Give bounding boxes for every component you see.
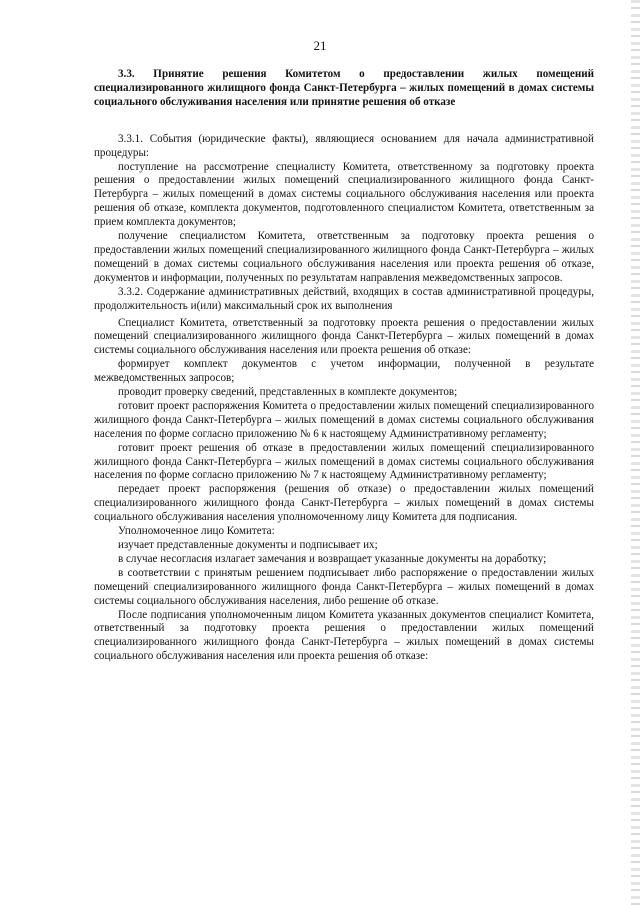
paragraph-checks-info: проводит проверку сведений, представленных в комплекте документов; xyxy=(118,386,458,399)
page-number: 21 xyxy=(313,38,327,53)
paragraph-authorized-person: Уполномоченное лицо Комитета: xyxy=(118,525,275,538)
paragraph-prepares-order: готовит проект распоряжения Комитета о предоставлении жилых помещений специализированного жилищного фонда Санкт-Петербурга – жилых помещений в домах системы социального обслуживания населения по форме согласно приложению № 6 к настоящему Административному регламенту; xyxy=(94,399,594,440)
document-body xyxy=(94,68,594,664)
paragraph-disagreement: в случае несогласия излагает замечания и возвращает указанные документы на доработку; xyxy=(118,552,547,565)
paragraph-3-3-1: 3.3.1. События (юридические факты), являющиеся основанием для начала административной процедуры: xyxy=(94,132,594,159)
paragraph-forms-set: формирует комплект документов с учетом информации, полученной в результате межведомственных запросов; xyxy=(94,358,594,385)
paragraph-signs-decision: в соответствии с принятым решением подписывает либо распоряжение о предоставлении жилых помещений специализированного жилищного фонда Санкт-Петербурга – жилых помещений в домах системы социального обслуживания населения, либо решение об отказе. xyxy=(94,566,594,607)
paragraph-specialist: Специалист Комитета, ответственный за подготовку проекта решения о предоставлении жилых помещений специализированного жилищного фонда Санкт-Петербурга – жилых помещений в домах системы социального обслуживания населения или проекта решения об отказе: xyxy=(94,316,594,357)
paragraph-3-3-2: 3.3.2. Содержание административных действий, входящих в состав административной процедуры, продолжительность и(или) максимальный срок их выполнения xyxy=(94,285,594,312)
paragraph-event-documents: получение специалистом Комитета, ответственным за подготовку проекта решения о предоставлении жилых помещений специализированного жилищного фонда Санкт-Петербурга – жилых помещений в домах системы социального обслуживания населения или проекта решения об отказе, документов и информации, полученных по результатам направления межведомственных запросов. xyxy=(94,230,594,284)
paragraph-transfers-draft: передает проект распоряжения (решения об отказе) о предоставлении жилых помещений специализированного жилищного фонда Санкт-Петербурга – жилых помещений в домах системы социального обслуживания населения уполномоченному лицу Комитета для подписания. xyxy=(94,483,594,524)
paragraph-after-signing: После подписания уполномоченным лицом Комитета указанных документов специалист Комитета, ответственный за подготовку проекта решения о предоставлении жилых помещений специализированного жилищного фонда Санкт-Петербурга – жилых помещений в домах системы социального обслуживания населения или проекта решения об отказе: xyxy=(94,608,594,663)
paragraph-studies-signs: изучает представленные документы и подписывает их; xyxy=(118,539,378,551)
scan-edge-artifact xyxy=(631,0,640,905)
section-heading: 3.3. Принятие решения Комитетом о предоставлении жилых помещений специализированного жилищного фонда Санкт-Петербурга – жилых помещений в домах системы социального обслуживания населения или принятие решения об отказе xyxy=(94,68,594,108)
paragraph-event-receipt: поступление на рассмотрение специалисту Комитета, ответственному за подготовку проекта решения о предоставлении жилых помещений специализированного жилищного фонда Санкт-Петербурга – жилых помещений в домах системы социального обслуживания населения или проекта решения об отказе, комплекта документов, подготовленного специалистом Комитета, ответственным за прием комплекта документов; xyxy=(94,160,594,229)
paragraph-prepares-refusal: готовит проект решения об отказе в предоставлении жилых помещений специализированного жилищного фонда Санкт-Петербурга – жилых помещений в домах системы социального обслуживания населения по форме согласно приложению № 7 к настоящему Административному регламенту; xyxy=(94,441,594,482)
